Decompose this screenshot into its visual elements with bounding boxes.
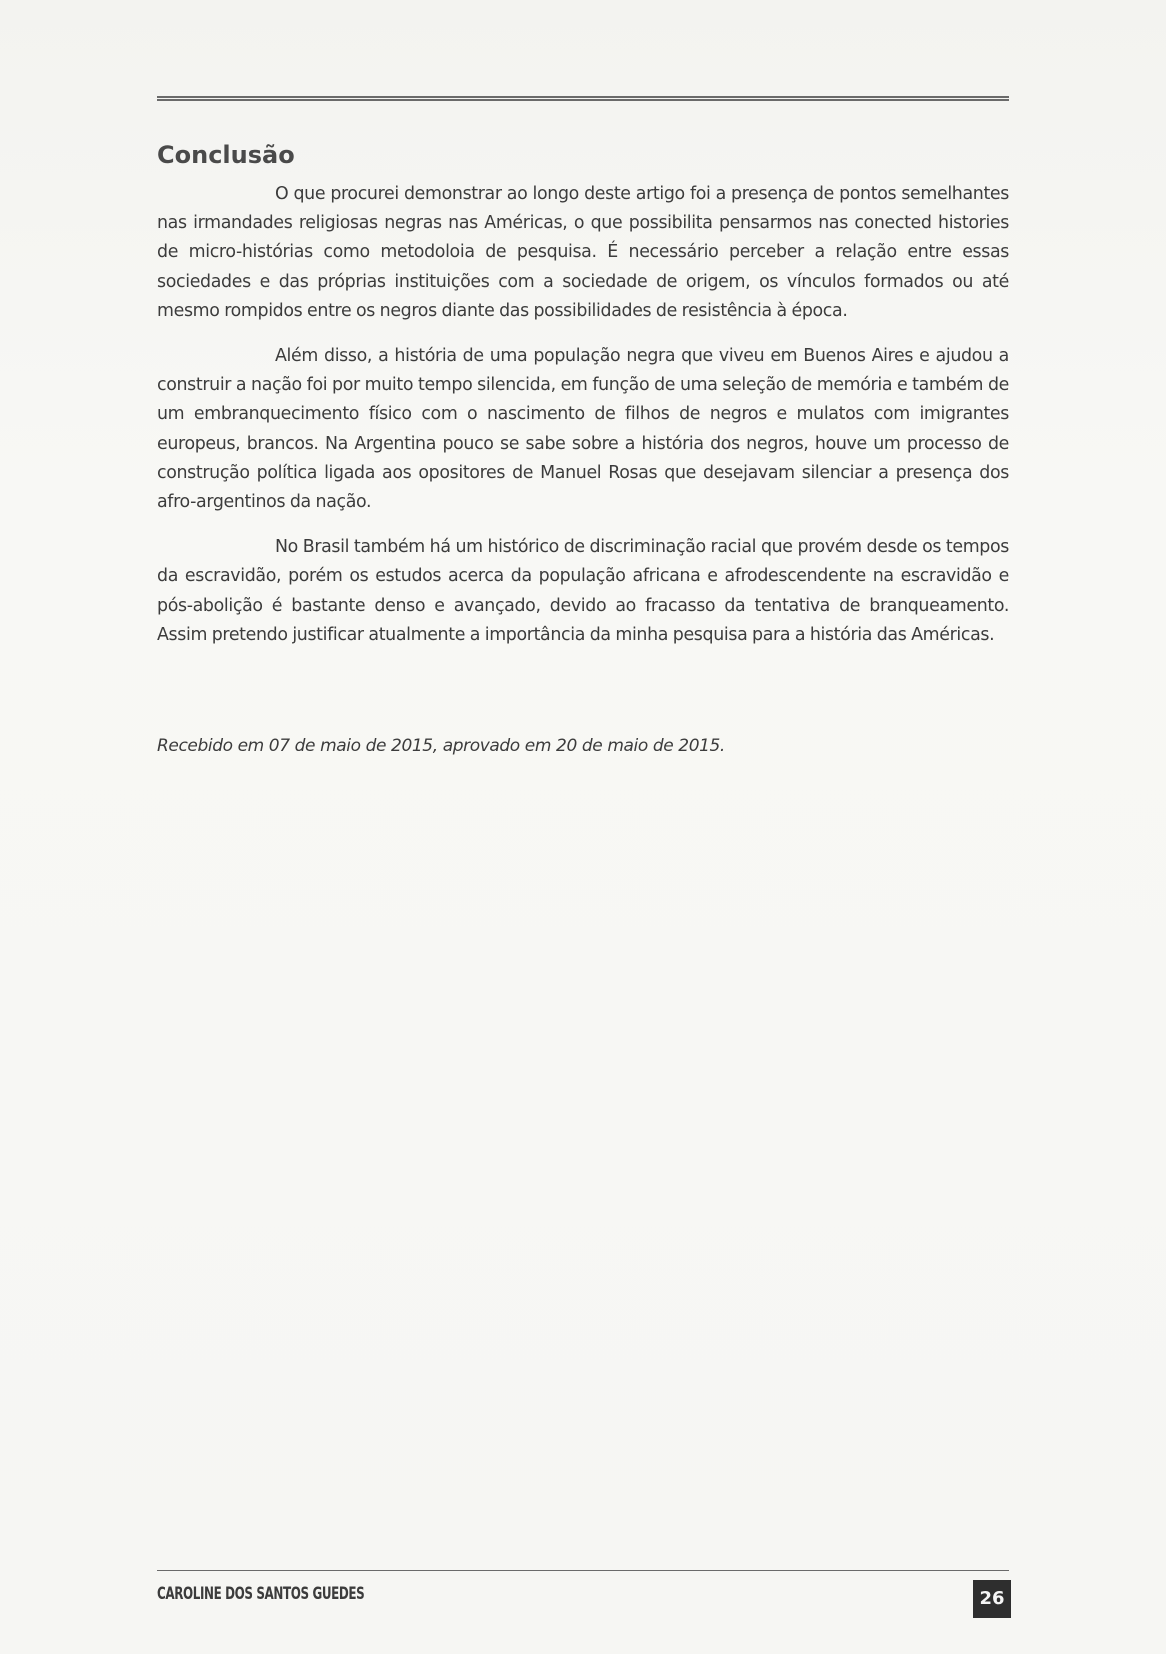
paragraph-3: No Brasil também há um histórico de discriminação racial que provém desde os tempos da escravidão, porém os estudos acerca da população africana e afrodescendente na escravidão e pós-abolição é bastante denso e avançado, devido ao fracasso da tentativa de branqueamento. Assim pretendo justificar atualmente a importância da minha pesquisa para a história das Américas.: [157, 537, 1009, 645]
header-rule: [157, 96, 1009, 101]
section-title: Conclusão: [157, 141, 295, 169]
footer-author: CAROLINE DOS SANTOS GUEDES: [157, 1584, 365, 1604]
received-note: Recebido em 07 de maio de 2015, aprovado em 20 de maio de 2015.: [157, 736, 725, 757]
paragraph-1: O que procurei demonstrar ao longo deste artigo foi a presença de pontos semelhantes nas irmandades religiosas negras nas Américas, o que possibilita pensarmos nas conected histories de micro-histórias como metodoloia de pesquisa. É necessário perceber a relação entre essas sociedades e das próprias instituições com a sociedade de origem, os vínculos formados ou até mesmo rompidos entre os negros diante das possibilidades de resistência à época.: [157, 184, 1009, 321]
paragraph-2: Além disso, a história de uma população negra que viveu em Buenos Aires e ajudou a construir a nação foi por muito tempo silencida, em função de uma seleção de memória e também de um embranquecimento físico com o nascimento de filhos de negros e mulatos com imigrantes europeus, brancos. Na Argentina pouco se sabe sobre a história dos negros, houve um processo de construção política ligada aos opositores de Manuel Rosas que desejavam silenciar a presença dos afro-argentinos da nação.: [157, 346, 1009, 513]
page-number: 26: [973, 1580, 1011, 1618]
footer-rule: [157, 1570, 1009, 1571]
article-body: [157, 138, 1009, 760]
